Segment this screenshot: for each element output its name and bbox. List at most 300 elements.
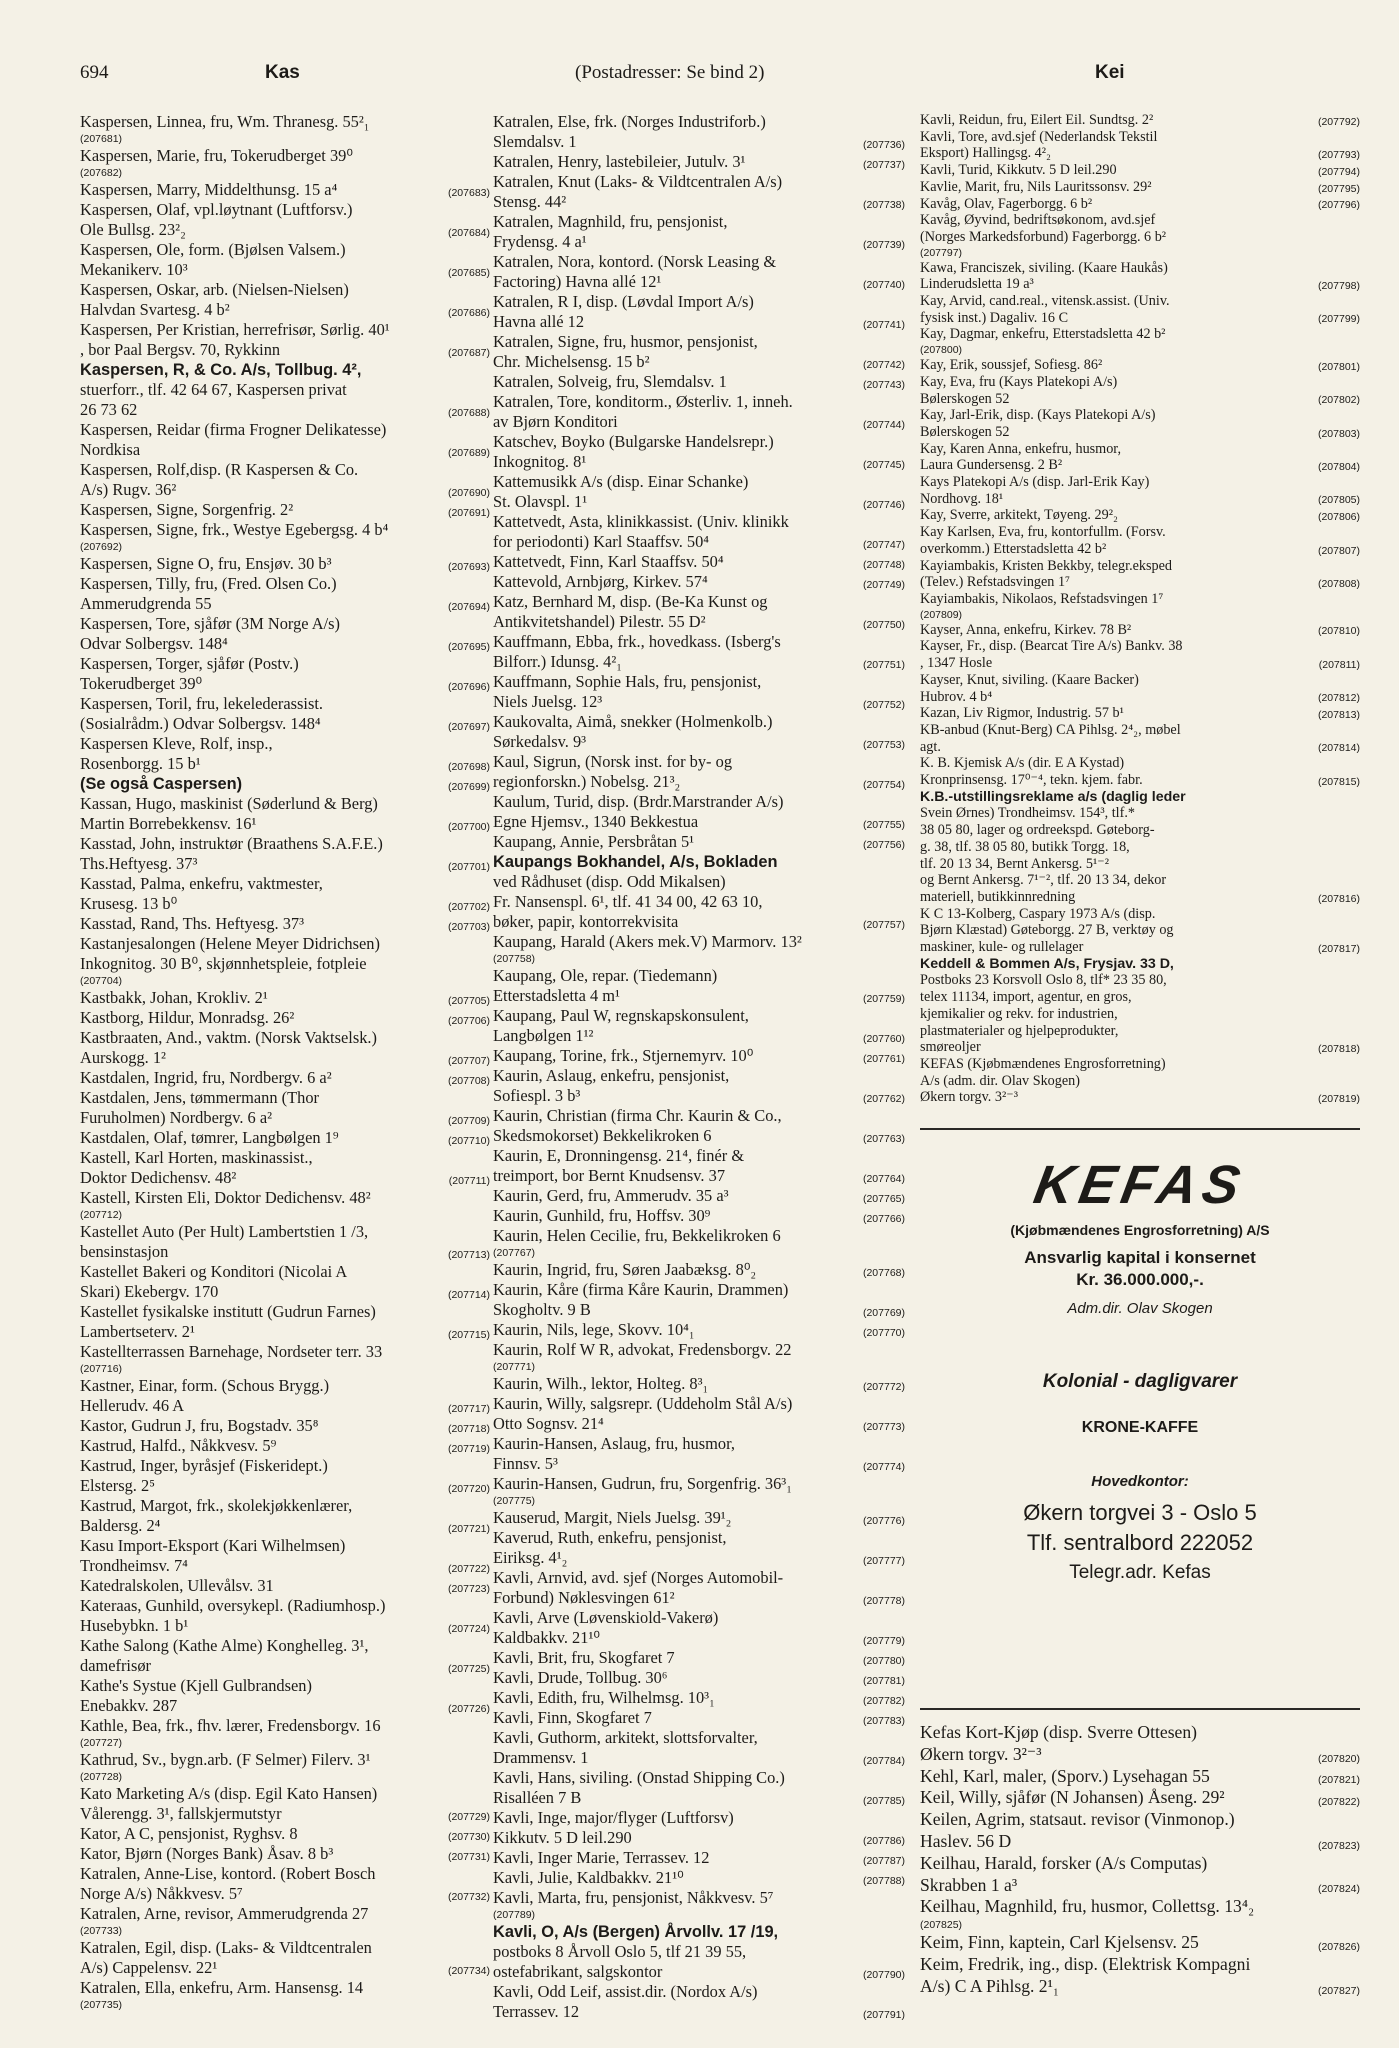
entry-text: Kaspersen, Tore, sjåfør (3M Norge A/s) Odvar Solbergsv. 148⁴ <box>80 614 340 653</box>
directory-entry <box>920 524 1360 557</box>
entry-number: (207728) <box>80 1771 123 1783</box>
entry-text: Kaspersen, Per Kristian, herrefrisør, Sørlig. 40¹ , bor Paal Bergsv. 70, Rykkinn <box>80 320 390 359</box>
entry-text: KB-anbud (Knut-Berg) CA Pihlsg. 2⁴₂, møbel agt. <box>920 721 1181 755</box>
entry-number: (207729) <box>447 1811 490 1823</box>
entry-text: Kayiambakis, Nikolaos, Refstadsvingen 1⁷ <box>920 590 1164 607</box>
entry-text: Kathle, Bea, frk., fhv. lærer, Fredensborgv. 16 <box>80 1716 381 1735</box>
ad-office-label: Hovedkontor: <box>1091 1473 1189 1490</box>
directory-entry <box>920 1853 1360 1897</box>
directory-entry <box>80 1068 490 1088</box>
entry-text: Kastdalen, Jens, tømmermann (Thor Furuholmen) Nordbergv. 6 a² <box>80 1088 319 1127</box>
column-3-continued <box>920 1722 1360 1998</box>
entry-number: (207702) <box>447 901 490 913</box>
entry-number: (207808) <box>1317 577 1360 590</box>
directory-entry <box>920 638 1360 671</box>
entry-number: (207732) <box>447 1891 490 1903</box>
directory-entry <box>80 1636 490 1676</box>
entry-text: Kay, Jarl-Erik, disp. (Kays Platekopi A/s) Bølerskogen 52 <box>920 407 1156 440</box>
entry-number: (207762) <box>862 1093 905 1105</box>
directory-entry <box>493 252 905 292</box>
entry-number: (207803) <box>1317 427 1360 440</box>
entry-number: (207769) <box>862 1307 905 1319</box>
entry-text: Kattemusikk A/s (disp. Einar Schanke) St. Olavspl. 1¹ <box>493 472 749 511</box>
entry-text: Kavli, Tore, avd.sjef (Nederlandsk Tekstil Eksport) Hallingsg. 4²₂ <box>920 128 1158 162</box>
directory-entry <box>80 874 490 914</box>
entry-number: (207735) <box>80 1999 123 2011</box>
entry-number: (207804) <box>1317 461 1360 474</box>
entry-text: Kavli, Arnvid, avd. sjef (Norges Automobil- Forbund) Nøklesvingen 61² <box>493 1568 784 1607</box>
entry-number: (207704) <box>80 975 123 987</box>
directory-entry <box>493 152 905 172</box>
directory-entry <box>920 407 1360 440</box>
entry-text: Kavli, Reidun, fru, Eilert Eil. Sundtsg. 2² <box>920 112 1154 128</box>
entry-text: Kaurin, Gunhild, fru, Hoffsv. 30⁹ <box>493 1206 711 1225</box>
entry-text: Kateraas, Gunhild, oversykepl. (Radiumhosp.) Husebybkn. 1 b¹ <box>80 1596 386 1635</box>
ad-capital: Kr. 36.000.000,-. <box>1076 1270 1204 1289</box>
entry-text: Kathe Salong (Kathe Alme) Konghelleg. 3¹, damefrisør <box>80 1636 369 1675</box>
directory-entry <box>493 332 905 372</box>
directory-entry <box>80 200 490 240</box>
directory-entry <box>493 212 905 252</box>
entry-number: (207686) <box>447 307 490 319</box>
entry-text: Kaspersen, Ole, form. (Bjølsen Valsem.) Mekanikerv. 10³ <box>80 240 346 279</box>
directory-entry <box>493 1146 905 1186</box>
entry-text: Kay, Dagmar, enkefru, Etterstadsletta 42 b² <box>920 326 1166 343</box>
directory-entry <box>493 1808 905 1848</box>
entry-number: (207755) <box>862 819 905 831</box>
directory-entry <box>920 357 1360 374</box>
entry-number: (207756) <box>862 839 905 851</box>
entry-number: (207783) <box>862 1715 905 1727</box>
directory-entry <box>493 112 905 152</box>
entry-number: (207815) <box>1317 775 1360 788</box>
directory-entry <box>920 441 1360 474</box>
directory-entry <box>80 1750 490 1784</box>
directory-entry <box>80 1536 490 1576</box>
entry-text: Kaurin, Nils, lege, Skovv. 10⁴₁ <box>493 1320 695 1339</box>
entry-text: Kastell, Karl Horten, maskinassist., Doktor Dedichensv. 48² <box>80 1148 313 1187</box>
directory-entry <box>920 558 1360 591</box>
entry-text: Kator, Bjørn (Norges Bank) Åsav. 8 b³ <box>80 1844 334 1863</box>
directory-entry <box>920 1932 1360 1954</box>
entry-number: (207763) <box>862 1133 905 1145</box>
column-2 <box>493 112 905 2022</box>
entry-number: (207802) <box>1317 394 1360 407</box>
entry-text: Kastborg, Hildur, Monradsg. 26² <box>80 1008 295 1027</box>
directory-entry <box>80 280 490 320</box>
directory-entry <box>493 752 905 792</box>
entry-number: (207800) <box>920 344 963 357</box>
entry-text: Kaupang, Harald (Akers mek.V) Marmorv. 13² <box>493 932 802 951</box>
entry-text: K C 13-Kolberg, Caspary 1973 A/s (disp. Bjørn Klæstad) Gøteborgg. 27 B, verktøy og maskiner, kule- og rullelager <box>920 905 1174 956</box>
entry-text: Kaurin, Helen Cecilie, fru, Bekkelikroken 6 <box>493 1226 781 1245</box>
entry-number: (207751) <box>862 659 905 671</box>
entry-number: (207750) <box>862 619 905 631</box>
directory-entry <box>920 1896 1360 1932</box>
entry-text: Kastell, Kirsten Eli, Doktor Dedichensv. 48² <box>80 1188 371 1207</box>
directory-entry <box>493 792 905 832</box>
entry-text: Kaspersen, Signe O, fru, Ensjøv. 30 b³ <box>80 554 332 573</box>
entry-number: (207819) <box>1317 1093 1360 1106</box>
entry-number: (207708) <box>447 1075 490 1087</box>
entry-number: (207709) <box>447 1115 490 1127</box>
entry-text: Katralen, Knut (Laks- & Vildtcentralen A/s) Stensg. 44² <box>493 172 783 211</box>
entry-number: (207724) <box>447 1623 490 1635</box>
entry-text: Kauffmann, Ebba, frk., hovedkass. (Isberg's Bilforr.) Idunsg. 4²₁ <box>493 632 781 671</box>
kefas-logo: KEFAS <box>1029 1155 1251 1215</box>
directory-entry <box>80 420 490 460</box>
directory-entry <box>80 834 490 874</box>
entry-number: (207813) <box>1317 708 1360 721</box>
entry-text: Kawa, Franciszek, siviling. (Kaare Haukås) Linderudsletta 19 a³ <box>920 259 1168 293</box>
entry-text: Kefas Kort-Kjøp (disp. Sverre Ottesen) Økern torgv. 3²⁻³ <box>920 1722 1198 1764</box>
directory-entry <box>920 326 1360 357</box>
entry-text: Kaspersen Kleve, Rolf, insp., Rosenborgg. 15 b¹ <box>80 734 273 773</box>
directory-entry <box>920 162 1360 179</box>
directory-entry <box>920 260 1360 293</box>
entry-text: Keim, Finn, kaptein, Carl Kjelsensv. 25 <box>920 1932 1199 1953</box>
directory-entry <box>493 552 905 572</box>
entry-number: (207781) <box>862 1675 905 1687</box>
entry-number: (207711) <box>448 1175 490 1187</box>
directory-entry <box>493 1848 905 1868</box>
directory-entry <box>920 1954 1360 1998</box>
directory-entry <box>493 1226 905 1260</box>
entry-text: Kavli, Turid, Kikkutv. 5 D leil.290 <box>920 162 1117 179</box>
entry-number: (207798) <box>1317 280 1360 293</box>
entry-number: (207786) <box>862 1835 905 1847</box>
entry-number: (207766) <box>862 1213 905 1225</box>
entry-number: (207821) <box>1317 1774 1360 1787</box>
directory-entry <box>493 1006 905 1046</box>
entry-text: Kaspersen, Tilly, fru, (Fred. Olsen Co.) Ammerudgrenda 55 <box>80 574 337 613</box>
entry-number: (207779) <box>862 1635 905 1647</box>
entry-number: (207767) <box>493 1247 536 1259</box>
entry-text: Kaurin-Hansen, Gudrun, fru, Sorgenfrig. 36³₁ <box>493 1474 792 1493</box>
directory-entry <box>493 1046 905 1066</box>
directory-entry <box>493 1474 905 1508</box>
directory-entry <box>80 1904 490 1938</box>
entry-text: Katralen, Magnhild, fru, pensjonist, Frydensg. 4 a¹ <box>493 212 728 251</box>
entry-number: (207797) <box>920 246 963 259</box>
entry-text: Katz, Bernhard M, disp. (Be-Ka Kunst og Antikvitetshandel) Pilestr. 55 D² <box>493 592 768 631</box>
entry-number: (207805) <box>1317 494 1360 507</box>
ad-bottom-rule <box>920 1708 1360 1710</box>
entry-number: (207698) <box>447 761 490 773</box>
directory-entry <box>80 1302 490 1342</box>
entry-number: (207715) <box>447 1329 490 1341</box>
entry-number: (207712) <box>80 1209 123 1221</box>
directory-entry <box>493 1922 905 1982</box>
entry-text: Kavli, Arve (Løvenskiold-Vakerø) Kaldbakkv. 21¹⁰ <box>493 1608 719 1647</box>
column-1 <box>80 112 490 2012</box>
entry-number: (207788) <box>862 1875 905 1887</box>
entry-text: Kaupang, Annie, Persbråtan 5¹ <box>493 832 695 851</box>
directory-entry <box>80 1596 490 1636</box>
entry-number: (207811) <box>1318 658 1360 671</box>
entry-number: (207734) <box>447 1965 490 1977</box>
ad-telegram: Telegr.adr. Kefas <box>1069 1562 1211 1583</box>
entry-number: (207736) <box>862 139 905 151</box>
directory-entry <box>493 1066 905 1106</box>
entry-text: Katralen, Egil, disp. (Laks- & Vildtcentralen A/s) Cappelensv. 22¹ <box>80 1938 372 1977</box>
directory-entry <box>80 1148 490 1188</box>
directory-entry <box>80 1576 490 1596</box>
entry-text: Kastor, Gudrun J, fru, Bogstadv. 35⁸ <box>80 1416 319 1435</box>
entry-number: (207787) <box>862 1855 905 1867</box>
directory-entry <box>493 1668 905 1688</box>
entry-number: (207753) <box>862 739 905 751</box>
entry-number: (207749) <box>862 579 905 591</box>
entry-number: (207795) <box>1317 182 1360 195</box>
entry-number: (207747) <box>862 539 905 551</box>
entry-text: Katralen, Tore, konditorm., Østerliv. 1, inneh. av Bjørn Konditori <box>493 392 793 431</box>
entry-number: (207818) <box>1317 1042 1360 1055</box>
directory-entry <box>493 1206 905 1226</box>
entry-text: Kasstad, John, instruktør (Braathens S.A.F.E.) Ths.Heftyesg. 37³ <box>80 834 383 873</box>
entry-text: Kastellet fysikalske institutt (Gudrun Farnes) Lambertseterv. 2¹ <box>80 1302 376 1341</box>
directory-entry <box>493 1608 905 1648</box>
entry-text: Kastdalen, Olaf, tømrer, Langbølgen 1⁹ <box>80 1128 339 1147</box>
entry-number: (207717) <box>447 1403 490 1415</box>
entry-text: K. B. Kjemisk A/s (dir. E A Kystad) Kronprinsensg. 17⁰⁻⁴, tekn. kjem. fabr. <box>920 755 1143 789</box>
entry-text: Kasstad, Rand, Ths. Heftyesg. 37³ <box>80 914 305 933</box>
entry-number: (207761) <box>862 1053 905 1065</box>
directory-entry <box>80 774 490 794</box>
entry-text: Kattevold, Arnbjørg, Kirkev. 57⁴ <box>493 572 708 591</box>
entry-number: (207768) <box>862 1267 905 1279</box>
directory-entry <box>80 1938 490 1978</box>
entry-number: (207706) <box>447 1015 490 1027</box>
entry-text: Katralen, Nora, kontord. (Norsk Leasing & Factoring) Havna allé 12¹ <box>493 252 777 291</box>
directory-entry <box>80 1978 490 2012</box>
entry-text: Kaupang, Paul W, regnskapskonsulent, Langbølgen 1¹² <box>493 1006 749 1045</box>
entry-text: Kaulum, Turid, disp. (Brdr.Marstrander A/s) Egne Hjemsv., 1340 Bekkestua <box>493 792 784 831</box>
directory-entry <box>80 1188 490 1222</box>
entry-number: (207730) <box>447 1831 490 1843</box>
entry-number: (207721) <box>447 1523 490 1535</box>
entry-number: (207739) <box>862 239 905 251</box>
directory-entry <box>493 1888 905 1922</box>
directory-entry <box>493 432 905 472</box>
entry-text: Kaurin, E, Dronningensg. 21⁴, finér & treimport, bor Bernt Knudsensv. 37 <box>493 1146 745 1185</box>
entry-text: K.B.-utstillingsreklame a/s (daglig leder Svein Ørnes) Trondheimsv. 154³, tlf.* 38 05 80, lager og ordreekspd. Gøteborg- g. 38, tlf. 38 05 80, butikk Torgg. 18, tlf. 20 13 34, Bernt Ankersg. 5¹⁻² og Bernt Ankersg. 7¹⁻², tlf. 20 13 34, dekor materiell, butikkinnredning <box>920 788 1186 905</box>
entry-number: (207776) <box>862 1515 905 1527</box>
directory-entry <box>920 1809 1360 1853</box>
entry-text: Kathe's Systue (Kjell Gulbrandsen) Enebakkv. 287 <box>80 1676 312 1715</box>
entry-text: Kastbraaten, And., vaktm. (Norsk Vaktselsk.) Aurskogg. 1² <box>80 1028 377 1067</box>
directory-entry <box>493 632 905 672</box>
entry-text: Kavlie, Marit, fru, Nils Lauritssonsv. 29² <box>920 178 1152 195</box>
directory-entry <box>920 789 1360 906</box>
ad-capital-label: Ansvarlig kapital i konsernet <box>1024 1248 1256 1267</box>
entry-number: (207744) <box>862 419 905 431</box>
entry-number: (207689) <box>447 447 490 459</box>
entry-text: Keddell & Bommen A/s, Frysjav. 33 D, Postboks 23 Korsvoll Oslo 8, tlf* 23 35 80, telex 11134, import, agentur, en gros, kjemikalier og rekv. for industrien, plastmaterialer og hjelpeprodukter, smøreoljer <box>920 955 1174 1056</box>
directory-entry <box>920 112 1360 129</box>
entry-number: (207696) <box>447 681 490 693</box>
directory-entry <box>920 705 1360 722</box>
entry-text: Kato Marketing A/s (disp. Egil Kato Hansen) Vålerengg. 3¹, fallskjermutstyr <box>80 1784 378 1823</box>
directory-entry <box>493 1528 905 1568</box>
entry-text: Kay, Karen Anna, enkefru, husmor, Laura Gundersensg. 2 B² <box>920 440 1122 474</box>
entry-text: Kavåg, Olav, Fagerborgg. 6 b² <box>920 195 1093 212</box>
entry-number: (207823) <box>1317 1839 1360 1852</box>
entry-number: (207809) <box>920 608 963 621</box>
entry-number: (207826) <box>1317 1940 1360 1953</box>
directory-entry <box>80 500 490 520</box>
directory-entry <box>493 1728 905 1768</box>
entry-text: Kaukovalta, Aimå, snekker (Holmenkolb.) Sørkedalsv. 9³ <box>493 712 773 751</box>
entry-number: (207705) <box>447 995 490 1007</box>
entry-text: Keim, Fredrik, ing., disp. (Elektrisk Kompagni A/s) C A Pihlsg. 2¹₁ <box>920 1953 1251 1996</box>
entry-text: Kaurin, Christian (firma Chr. Kaurin & Co., Skedsmokorset) Bekkelikroken 6 <box>493 1106 782 1145</box>
entry-number: (207785) <box>862 1795 905 1807</box>
directory-entry <box>493 172 905 212</box>
directory-entry <box>920 293 1360 326</box>
entry-text: Kaurin, Kåre (firma Kåre Kaurin, Drammen) Skogholtv. 9 B <box>493 1280 789 1319</box>
entry-number: (207714) <box>447 1289 490 1301</box>
entry-number: (207687) <box>447 347 490 359</box>
entry-text: Kavli, Drude, Tollbug. 30⁶ <box>493 1668 668 1687</box>
entry-text: Keil, Willy, sjåfør (N Johansen) Åseng. 29² <box>920 1787 1225 1808</box>
entry-text: Katralen, Henry, lastebileier, Jutulv. 3¹ <box>493 152 746 171</box>
entry-text: Kayser, Anna, enkefru, Kirkev. 78 B² <box>920 621 1132 638</box>
header-right-word: Kei <box>1095 62 1125 83</box>
directory-entry <box>80 988 490 1008</box>
entry-text: (Se også Caspersen) <box>80 775 243 793</box>
directory-entry <box>493 1320 905 1340</box>
entry-text: Kaurin, Willy, salgsrepr. (Uddeholm Stål A/s) Otto Sognsv. 21⁴ <box>493 1394 793 1433</box>
directory-entry <box>493 712 905 752</box>
directory-entry <box>80 320 490 360</box>
directory-entry <box>80 654 490 694</box>
ad-phone: Tlf. sentralbord 222052 <box>1026 1530 1254 1555</box>
directory-entry <box>80 1416 490 1436</box>
entry-number: (207801) <box>1317 360 1360 373</box>
entry-text: Kastrud, Margot, frk., skolekjøkkenlærer, Baldersg. 2⁴ <box>80 1496 353 1535</box>
entry-text: Kavåg, Øyvind, bedriftsøkonom, avd.sjef (Norges Markedsforbund) Fagerborgg. 6 b² <box>920 212 1167 245</box>
directory-entry <box>493 472 905 512</box>
directory-entry <box>493 392 905 432</box>
entry-text: Katralen, Arne, revisor, Ammerudgrenda 27 <box>80 1904 369 1923</box>
entry-number: (207697) <box>447 721 490 733</box>
directory-entry <box>493 1648 905 1668</box>
entry-text: Katralen, Else, frk. (Norges Industriforb.) Slemdalsv. 1 <box>493 112 766 151</box>
directory-entry <box>80 520 490 554</box>
column-3 <box>920 112 1360 1106</box>
ad-goods: Kolonial - dagligvarer <box>1042 1371 1238 1392</box>
directory-entry <box>80 694 490 734</box>
directory-entry <box>493 1982 905 2022</box>
entry-number: (207699) <box>447 781 490 793</box>
entry-text: Kator, A C, pensjonist, Ryghsv. 8 <box>80 1824 298 1843</box>
entry-text: Katralen, Signe, fru, husmor, pensjonist, Chr. Michelsensg. 15 b² <box>493 332 758 371</box>
directory-entry <box>920 374 1360 407</box>
directory-entry <box>493 852 905 932</box>
directory-entry <box>920 507 1360 524</box>
directory-entry <box>80 1128 490 1148</box>
entry-number: (207765) <box>862 1193 905 1205</box>
entry-number: (207722) <box>447 1563 490 1575</box>
entry-text: Katralen, R I, disp. (Løvdal Import A/s) Havna allé 12 <box>493 292 754 331</box>
entry-number: (207806) <box>1317 511 1360 524</box>
directory-entry <box>920 755 1360 788</box>
directory-entry <box>493 1260 905 1280</box>
ad-company: (Kjøbmændenes Engrosforretning) A/S <box>1010 1222 1270 1238</box>
entry-text: Kaupang, Torine, frk., Stjernemyrv. 10⁰ <box>493 1046 754 1065</box>
directory-entry <box>920 591 1360 622</box>
entry-number: (207737) <box>862 159 905 171</box>
directory-entry <box>493 1280 905 1320</box>
entry-text: Kay Karlsen, Eva, fru, kontorfullm. (Forsv. overkomm.) Etterstadsletta 42 b² <box>920 524 1166 557</box>
entry-text: Kattetvedt, Finn, Karl Staaffsv. 50⁴ <box>493 552 724 571</box>
directory-entry <box>493 372 905 392</box>
entry-text: Keilen, Agrim, statsaut. revisor (Vinmonop.) Haslev. 56 D <box>920 1809 1235 1851</box>
entry-number: (207718) <box>447 1423 490 1435</box>
entry-text: Kay, Sverre, arkitekt, Tøyeng. 29²₂ <box>920 507 1118 524</box>
directory-entry <box>80 180 490 200</box>
entry-number: (207810) <box>1317 625 1360 638</box>
ad-coffee: KRONE-KAFFE <box>1081 1419 1199 1436</box>
directory-entry <box>493 572 905 592</box>
directory-entry <box>493 1568 905 1608</box>
directory-entry <box>80 574 490 614</box>
directory-entry <box>80 614 490 654</box>
entry-text: Kavli, Marta, fru, pensjonist, Nåkkvesv. 5⁷ <box>493 1888 774 1907</box>
entry-number: (207775) <box>493 1495 536 1507</box>
entry-number: (207681) <box>80 133 123 145</box>
entry-number: (207719) <box>447 1443 490 1455</box>
entry-text: Katralen, Solveig, fru, Slemdalsv. 1 <box>493 372 727 391</box>
entry-text: Kaspersen, Toril, fru, lekelederassist. (Sosialrådm.) Odvar Solbergsv. 148⁴ <box>80 694 323 733</box>
entry-text: Kavli, Guthorm, arkitekt, slottsforvalter, Drammensv. 1 <box>493 1728 758 1767</box>
directory-entry <box>80 1436 490 1456</box>
entry-text: Kaspersen, Torger, sjåfør (Postv.) Tokerudberget 39⁰ <box>80 654 299 693</box>
directory-entry <box>80 734 490 774</box>
entry-number: (207764) <box>862 1173 905 1185</box>
entry-number: (207825) <box>920 1919 963 1932</box>
entry-text: Kay, Arvid, cand.real., vitensk.assist. (Univ. fysisk inst.) Dagaliv. 16 C <box>920 293 1170 326</box>
directory-entry <box>920 1722 1360 1766</box>
directory-entry <box>920 212 1360 259</box>
entry-number: (207812) <box>1317 692 1360 705</box>
entry-number: (207777) <box>862 1555 905 1567</box>
directory-entry <box>920 179 1360 196</box>
directory-entry <box>493 1434 905 1474</box>
entry-text: Kaupang, Ole, repar. (Tiedemann) Etterstadsletta 4 m¹ <box>493 966 718 1005</box>
entry-text: Keilhau, Magnhild, fru, husmor, Collettsg. 13⁴₂ <box>920 1896 1255 1917</box>
directory-entry <box>80 1844 490 1864</box>
directory-entry <box>80 1262 490 1302</box>
entry-number: (207742) <box>862 359 905 371</box>
entry-text: Kastrud, Halfd., Nåkkvesv. 5⁹ <box>80 1436 277 1455</box>
entry-number: (207822) <box>1317 1796 1360 1809</box>
entry-number: (207710) <box>447 1135 490 1147</box>
entry-number: (207757) <box>862 919 905 931</box>
entry-text: Kastbakk, Johan, Krokliv. 2¹ <box>80 988 268 1007</box>
ad-top-rule <box>920 1128 1360 1130</box>
entry-text: Kavli, Hans, siviling. (Onstad Shipping Co.) Risalléen 7 B <box>493 1768 785 1807</box>
directory-entry <box>920 129 1360 162</box>
entry-text: Kaspersen, Olaf, vpl.løytnant (Luftforsv.) Ole Bullsg. 23²₂ <box>80 200 353 239</box>
entry-number: (207792) <box>1317 115 1360 128</box>
directory-entry <box>80 1088 490 1128</box>
entry-text: Kavli, O, A/s (Bergen) Årvollv. 17 /19, postboks 8 Årvoll Oslo 5, tlf 21 39 55, ostefabrikant, salgskontor <box>493 1923 779 1981</box>
entry-text: Kastellet Bakeri og Konditori (Nicolai A Skari) Ekebergv. 170 <box>80 1262 348 1301</box>
entry-number: (207759) <box>862 993 905 1005</box>
entry-number: (207700) <box>447 821 490 833</box>
